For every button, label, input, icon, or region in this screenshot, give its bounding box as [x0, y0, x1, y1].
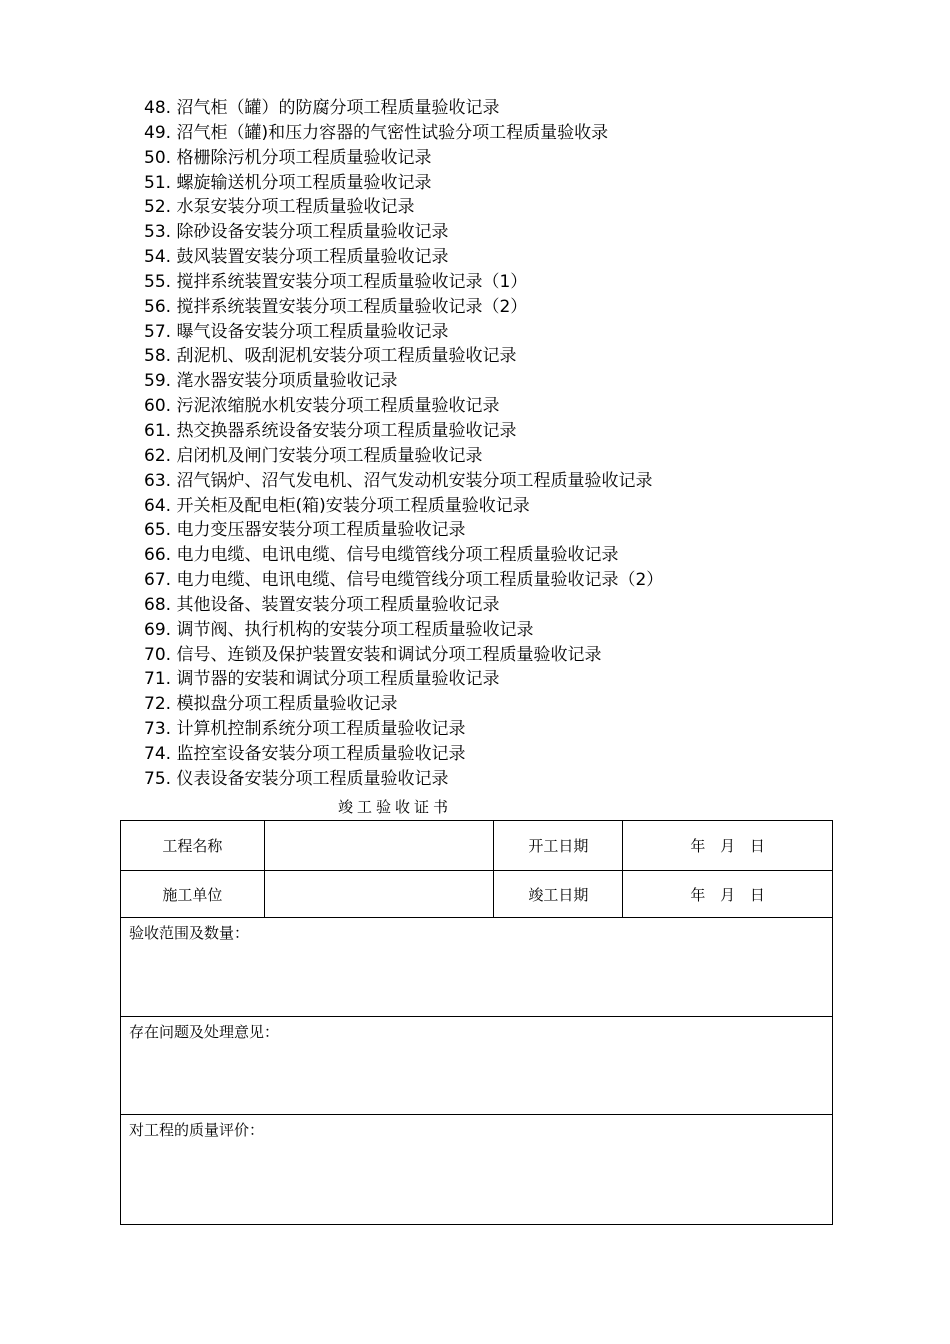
- evaluation-label: 对工程的质量评价：: [129, 1121, 265, 1139]
- list-item: 59. 滗水器安装分项质量验收记录: [144, 371, 398, 392]
- list-item: 49. 沼气柜（罐)和压力容器的气密性试验分项工程质量验收录: [144, 122, 609, 143]
- list-item: 54. 鼓风装置安装分项工程质量验收记录: [144, 247, 449, 268]
- list-item: 48. 沼气柜（罐）的防腐分项工程质量验收记录: [144, 98, 500, 118]
- record-list: [144, 96, 663, 792]
- issues-section[interactable]: [121, 1017, 833, 1115]
- scope-section[interactable]: [121, 918, 833, 1017]
- list-item: 52. 水泵安装分项工程质量验收记录: [144, 197, 415, 218]
- list-item: 67. 电力电缆、电讯电缆、信号电缆管线分项工程质量验收记录（2）: [144, 570, 664, 591]
- scope-label: 验收范围及数量：: [129, 924, 250, 942]
- completion-date-label: 竣工日期: [494, 871, 623, 918]
- list-item: 61. 热交换器系统设备安装分项工程质量验收记录: [144, 420, 517, 441]
- list-item: 70. 信号、连锁及保护装置安装和调试分项工程质量验收记录: [144, 644, 602, 665]
- start-date-label: 开工日期: [494, 821, 623, 871]
- project-name-label: 工程名称: [121, 821, 265, 871]
- list-item: 66. 电力电缆、电讯电缆、信号电缆管线分项工程质量验收记录: [144, 545, 619, 566]
- list-item: 72. 模拟盘分项工程质量验收记录: [144, 694, 398, 715]
- list-item: 71. 调节器的安装和调试分项工程质量验收记录: [144, 669, 500, 690]
- list-item: 65. 电力变压器安装分项工程质量验收记录: [144, 520, 466, 541]
- list-item: 51. 螺旋输送机分项工程质量验收记录: [144, 172, 432, 193]
- list-item: 55. 搅拌系统装置安装分项工程质量验收记录（1）: [144, 271, 528, 292]
- issues-label: 存在问题及处理意见：: [129, 1023, 280, 1041]
- list-item: 68. 其他设备、装置安装分项工程质量验收记录: [144, 594, 500, 615]
- list-item: 69. 调节阀、执行机构的安装分项工程质量验收记录: [144, 619, 534, 640]
- evaluation-section[interactable]: [121, 1115, 833, 1225]
- certificate-table: [120, 820, 833, 1225]
- list-item: 62. 启闭机及闸门安装分项工程质量验收记录: [144, 445, 483, 466]
- project-name-field[interactable]: [264, 821, 494, 871]
- list-item: 53. 除砂设备安装分项工程质量验收记录: [144, 222, 449, 243]
- list-item: 74. 监控室设备安装分项工程质量验收记录: [144, 743, 466, 764]
- list-item: 50. 格栅除污机分项工程质量验收记录: [144, 147, 432, 168]
- list-item: 63. 沼气锅炉、沼气发电机、沼气发动机安装分项工程质量验收记录: [144, 470, 653, 491]
- list-item: 60. 污泥浓缩脱水机安装分项工程质量验收记录: [144, 396, 500, 417]
- list-item: 75. 仪表设备安装分项工程质量验收记录: [144, 768, 449, 789]
- list-item: 64. 开关柜及配电柜(箱)安装分项工程质量验收记录: [144, 495, 530, 516]
- list-item: 73. 计算机控制系统分项工程质量验收记录: [144, 719, 466, 740]
- certificate-title: 竣工验收证书: [337, 798, 452, 816]
- completion-date-field[interactable]: 年 月 日: [623, 871, 833, 918]
- list-item: 56. 搅拌系统装置安装分项工程质量验收记录（2）: [144, 296, 528, 317]
- list-item: 57. 曝气设备安装分项工程质量验收记录: [144, 321, 449, 342]
- start-date-field[interactable]: 年 月 日: [623, 821, 833, 871]
- builder-field[interactable]: [264, 871, 494, 918]
- list-item: 58. 刮泥机、吸刮泥机安装分项工程质量验收记录: [144, 346, 517, 367]
- builder-label: 施工单位: [121, 871, 265, 918]
